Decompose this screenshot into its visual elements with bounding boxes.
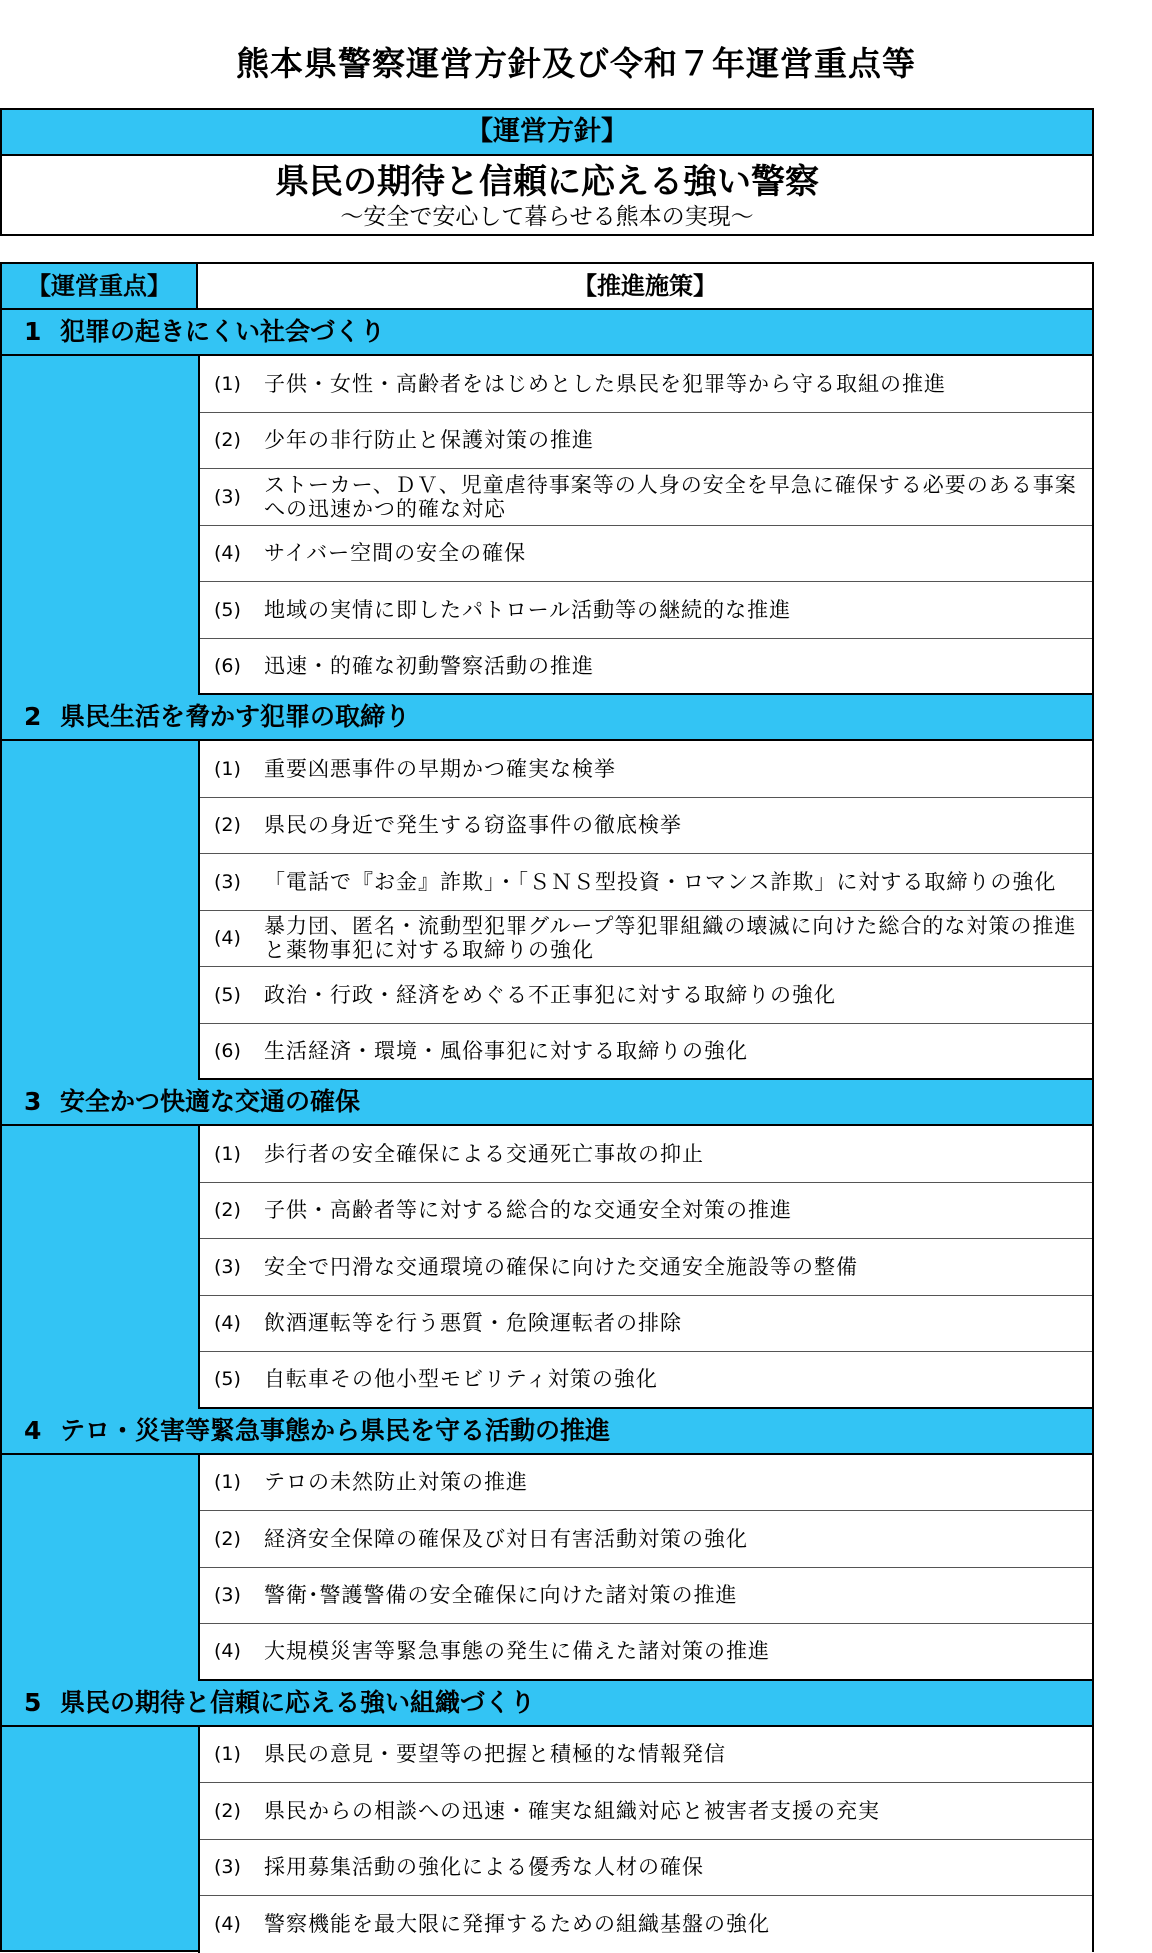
table-header-row (2, 264, 1092, 310)
measure-item (200, 639, 1092, 696)
measure-text: 県民からの相談への迅速・確実な組織対応と被害者支援の充実 (264, 1798, 880, 1823)
policy-box (0, 108, 1094, 236)
section-title-text: 県民生活を脅かす犯罪の取締り (60, 702, 411, 731)
measure-text: テロの未然防止対策の推進 (264, 1470, 528, 1495)
measure-number: (3) (214, 1856, 241, 1879)
measure-text: 迅速・的確な初動警察活動の推進 (264, 653, 594, 678)
measures-list (198, 1126, 1092, 1409)
measure-number: (5) (214, 983, 241, 1006)
measure-number: (6) (214, 1039, 241, 1062)
measure-text: 「電話で『お金』詐欺」・「ＳＮＳ型投資・ロマンス詐欺」に対する取締りの強化 (264, 869, 1057, 894)
measure-text: 子供・女性・高齢者をはじめとした県民を犯罪等から守る取組の推進 (264, 371, 946, 396)
measure-number: (6) (214, 654, 241, 677)
measure-item (200, 1624, 1092, 1681)
measure-item (200, 967, 1092, 1024)
measure-number: (4) (214, 927, 241, 950)
measure-item (200, 1840, 1092, 1897)
measure-number: (1) (214, 757, 241, 780)
section-title-text: 県民の期待と信頼に応える強い組織づくり (60, 1687, 536, 1717)
measure-item (200, 1455, 1092, 1512)
measure-item (200, 911, 1092, 968)
section-title (2, 1409, 1092, 1455)
measure-number: (2) (214, 1527, 241, 1550)
measure-number: (2) (214, 1799, 241, 1822)
priority-section (2, 1409, 1092, 1681)
measure-text: 重要凶悪事件の早期かつ確実な検挙 (264, 756, 616, 781)
measure-text: サイバー空間の安全の確保 (264, 541, 527, 566)
measure-item (200, 1896, 1092, 1953)
measure-item (200, 1568, 1092, 1625)
measure-number: (2) (214, 814, 241, 837)
measure-text: 子供・高齢者等に対する総合的な交通安全対策の推進 (264, 1198, 792, 1223)
measure-number: (4) (214, 1913, 241, 1936)
measure-item (200, 469, 1092, 526)
measure-item (200, 526, 1092, 583)
section-number: 2 (24, 702, 42, 731)
priority-section (2, 310, 1092, 695)
measure-number: (1) (214, 1142, 241, 1165)
measure-text: 暴力団、匿名・流動型犯罪グループ等犯罪組織の壊滅に向けた総合的な対策の推進と薬物事犯に対する取締りの強化 (264, 914, 1077, 963)
section-title-text: 犯罪の起きにくい社会づくり (60, 317, 386, 346)
measure-item (200, 1296, 1092, 1353)
measures-list (198, 741, 1092, 1080)
priorities-column-header: 【運営重点】 (2, 264, 198, 308)
measure-item (200, 1511, 1092, 1568)
measures-list (198, 1455, 1092, 1681)
measure-number: (3) (214, 870, 241, 893)
measure-number: (1) (214, 1743, 241, 1766)
policy-main-statement: 県民の期待と信頼に応える強い警察 (275, 162, 819, 202)
section-title (2, 1681, 1092, 1727)
measure-text: 県民の身近で発生する窃盗事件の徹底検挙 (264, 813, 682, 838)
policy-header: 【運営方針】 (2, 110, 1092, 156)
measure-text: 少年の非行防止と保護対策の推進 (264, 428, 594, 453)
measure-item (200, 1727, 1092, 1784)
section-number: 5 (24, 1687, 42, 1717)
measure-text: 安全で円滑な交通環境の確保に向けた交通安全施設等の整備 (264, 1254, 858, 1279)
measure-text: 採用募集活動の強化による優秀な人材の確保 (264, 1855, 704, 1880)
measure-item (200, 798, 1092, 855)
measure-number: (1) (214, 1471, 241, 1494)
document-title: 熊本県警察運営方針及び令和７年運営重点等 (236, 44, 916, 83)
measure-number: (4) (214, 1640, 241, 1663)
measure-text: 歩行者の安全確保による交通死亡事故の抑止 (264, 1141, 704, 1166)
measure-text: 警衛･警護警備の安全確保に向けた諸対策の推進 (264, 1583, 738, 1608)
section-title-text: テロ・災害等緊急事態から県民を守る活動の推進 (60, 1415, 611, 1445)
measure-number: (2) (214, 429, 241, 452)
measure-text: 経済安全保障の確保及び対日有害活動対策の強化 (264, 1526, 748, 1551)
measure-item (200, 356, 1092, 413)
measure-number: (3) (214, 1255, 241, 1278)
measures-column-header: 【推進施策】 (198, 264, 1092, 308)
section-number: 3 (24, 1087, 42, 1116)
measure-text: 地域の実情に即したパトロール活動等の継続的な推進 (264, 597, 792, 622)
measure-number: (3) (214, 1584, 241, 1607)
measure-item (200, 1126, 1092, 1183)
measure-item (200, 1024, 1092, 1081)
measure-item (200, 582, 1092, 639)
priority-section (2, 1080, 1092, 1409)
measures-list (198, 356, 1092, 695)
measure-text: 飲酒運転等を行う悪質・危険運転者の排除 (264, 1311, 682, 1336)
measure-text: 生活経済・環境・風俗事犯に対する取締りの強化 (264, 1038, 748, 1063)
section-number: 4 (24, 1415, 42, 1445)
measure-text: 県民の意見・要望等の把握と積極的な情報発信 (264, 1742, 726, 1767)
priority-section (2, 1681, 1092, 1953)
measures-list (198, 1727, 1092, 1953)
measure-text: 自転車その他小型モビリティ対策の強化 (264, 1367, 658, 1392)
measure-text: 大規模災害等緊急事態の発生に備えた諸対策の推進 (264, 1639, 770, 1664)
measure-number: (2) (214, 1199, 241, 1222)
measure-text: 警察機能を最大限に発揮するための組織基盤の強化 (264, 1912, 770, 1937)
measure-text: ストーカー、ＤＶ、児童虐待事案等の人身の安全を早急に確保する必要のある事案への迅速かつ的確な対応 (264, 472, 1077, 521)
priorities-table (0, 262, 1094, 1952)
section-title (2, 1080, 1092, 1126)
measure-text: 政治・行政・経済をめぐる不正事犯に対する取締りの強化 (264, 982, 836, 1007)
measure-item (200, 413, 1092, 470)
measure-item (200, 1783, 1092, 1840)
section-title (2, 310, 1092, 356)
section-title (2, 695, 1092, 741)
priority-section (2, 695, 1092, 1080)
measure-number: (1) (214, 372, 241, 395)
sections-container (2, 310, 1092, 1953)
policy-subtitle: ～安全で安心して暮らせる熊本の実現～ (340, 204, 754, 230)
measure-number: (4) (214, 542, 241, 565)
measure-item (200, 1183, 1092, 1240)
measure-item (200, 741, 1092, 798)
measure-number: (5) (214, 1368, 241, 1391)
measure-item (200, 1352, 1092, 1409)
measure-item (200, 1239, 1092, 1296)
measure-number: (4) (214, 1312, 241, 1335)
measure-item (200, 854, 1092, 911)
measure-number: (5) (214, 598, 241, 621)
section-number: 1 (24, 317, 42, 346)
measure-number: (3) (214, 485, 241, 508)
section-title-text: 安全かつ快適な交通の確保 (60, 1087, 361, 1116)
